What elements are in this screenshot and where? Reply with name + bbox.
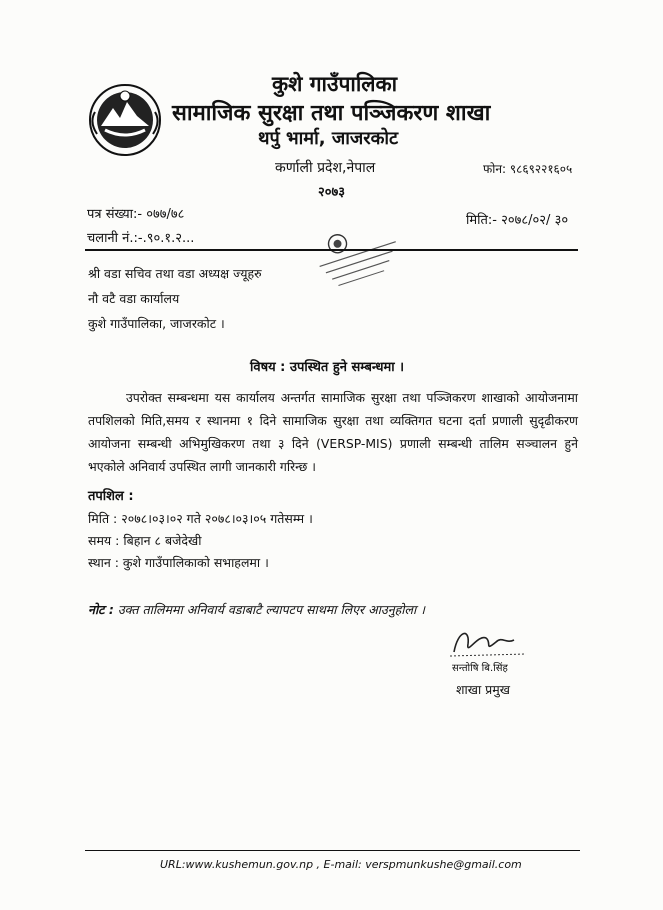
note-text: उक्त तालिममा अनिवार्य वडाबाटै ल्यापटप साथमा लिएर आउनुहोला । [117,602,425,617]
detail-date: मिति : २०७८।०३।०२ गते २०७८।०३।०५ गतेसम्म । [88,511,313,526]
detail-venue: स्थान : कुशे गाउँपालिकाको सभाहलमा । [88,555,269,570]
recipient-line: श्री वडा सचिव तथा वडा अध्यक्ष ज्यूहरु [88,266,262,281]
recipient-line: नौ वटै वडा कार्यालय [88,291,180,306]
letter-number: पत्र संख्या:- ०७७/७८ [87,207,185,222]
recipient-line: कुशे गाउँपालिका, जाजरकोट । [88,316,225,331]
details-heading: तपशिल : [88,489,134,504]
year-label: २०७३ [318,185,346,200]
footer-contact: URL:www.kushemun.gov.np , E-mail: verspmunkushe@gmail.com [160,858,522,871]
branch-name: सामाजिक सुरक्षा तथा पञ्जिकरण शाखा [172,101,491,126]
org-name: कुशे गाउँपालिका [272,72,398,96]
note-label: नोट : [88,602,114,617]
province-line: कर्णाली प्रदेश,नेपाल [275,160,376,176]
phone-number: फोन: ९८६९२२१६०५ [483,162,573,176]
address-line: थर्पु भार्मा, जाजरकोट [258,128,399,149]
detail-time: समय : बिहान ८ बजेदेखी [88,533,202,548]
dispatch-number: चलानी नं.:-.९०.१.२... [87,231,195,246]
note [88,601,425,618]
footer-divider [85,850,580,851]
signatory-name: सन्तोषि बि.सिंह [452,663,508,674]
subject-line: विषय : उपस्थित हुने सम्बन्धमा । [250,360,405,375]
header-divider [85,249,578,251]
letter-body: उपरोक्त सम्बन्धमा यस कार्यालय अन्तर्गत सामाजिक सुरक्षा तथा पञ्जिकरण शाखाको आयोजनामा तपशिलको मिति,समय र स्थानमा १ दिने सामाजिक सुरक्षा तथा व्यक्तिगत घटना दर्ता प्रणाली सुदृढीकरण आयोजना सम्बन्धी अभिमुखिकरण तथा ३ दिने (VERSP-MIS) प्रणाली सम्बन्धी तालिम सञ्चालन हुने भएकोले अनिवार्य उपस्थित लागी जानकारी गरिन्छ । [88,390,578,474]
office-stamp-icon [303,207,412,302]
letter-date: मिति:- २०७८/०२/ ३० [466,213,569,228]
signatory-title: शाखा प्रमुख [456,682,510,697]
government-emblem-icon [87,82,163,158]
